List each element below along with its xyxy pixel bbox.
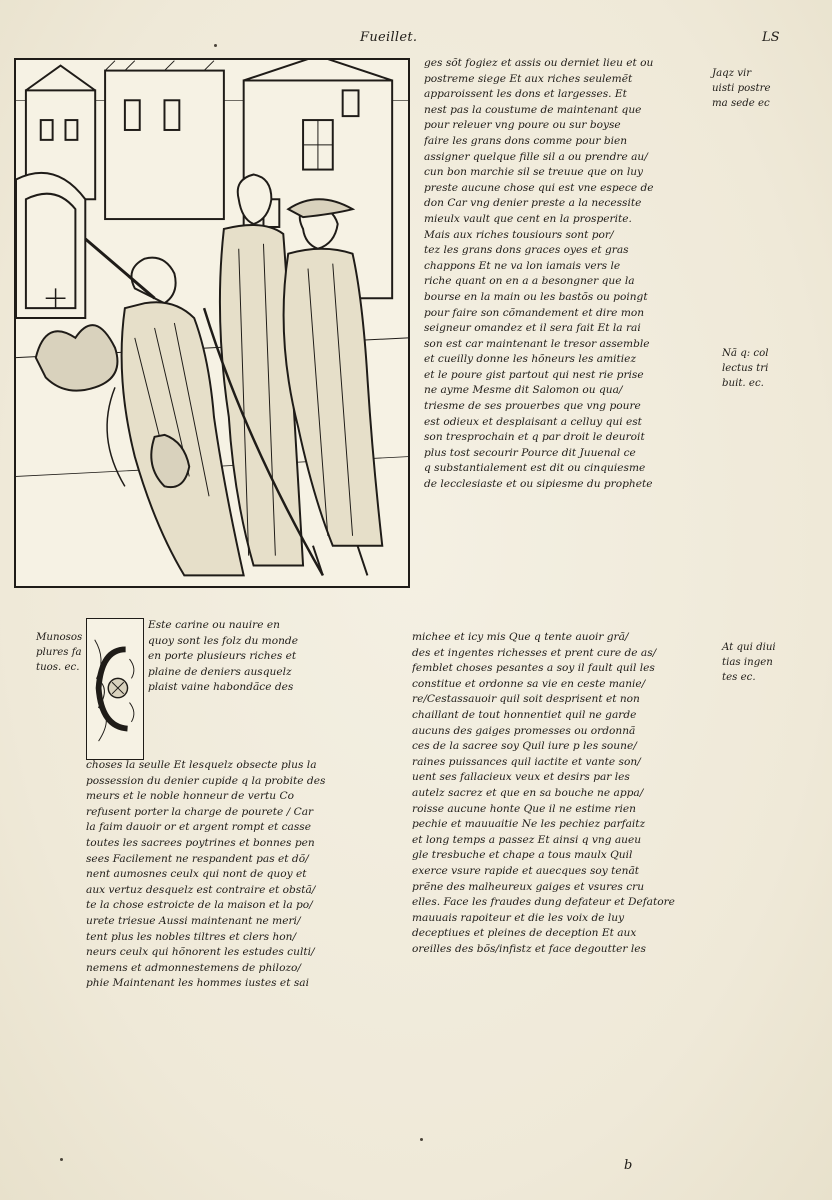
ink-spot <box>60 1158 63 1161</box>
decorated-initial-c <box>86 618 144 760</box>
text-line: constitue et ordonne sa vie en ceste manie/ <box>412 677 646 690</box>
margin-line: uisti postre <box>712 83 771 94</box>
running-title: Fueillet. <box>360 30 418 45</box>
margin-line: buit. ec. <box>722 378 764 389</box>
text-line: la faim dauoir or et argent rompt et casse <box>86 821 311 834</box>
text-line: michee et icy mis Que q tente auoir grã/ <box>412 631 629 643</box>
text-line: ges sõt fogiez et assis ou derniet lieu et ou <box>424 57 654 69</box>
text-line: ne ayme Mesme dit Salomon ou qua/ <box>424 384 623 397</box>
text-line: re/Cestassauoir quil soit desprisent et non <box>412 693 640 706</box>
text-line: exerce vsure rapide et auecques soy tenãt <box>412 864 640 877</box>
text-line: est odieux et desplaisant a celluy qui est <box>424 415 642 428</box>
text-line: deceptiues et pleines de deception Et aux <box>412 927 637 940</box>
text-line: oreilles des bõs/infistz et face degoutter les <box>412 942 646 955</box>
text-line: chappons Et ne va lon iamais vers le <box>424 259 621 272</box>
margin-line: tuos. ec. <box>36 662 80 673</box>
text-line: postreme siege Et aux riches seulemẽt <box>424 72 633 85</box>
text-line: phie Maintenant les hommes iustes et sai <box>86 977 309 990</box>
text-line: elles. Face les fraudes dung defateur et Defatore <box>412 896 675 909</box>
margin-line: Jaqz vir <box>712 68 752 79</box>
text-line: urete triesue Aussi maintenant ne meri/ <box>86 914 301 927</box>
ink-spot <box>214 44 217 47</box>
text-line: tez les grans dons graces oyes et gras <box>424 244 629 257</box>
text-line: don Car vng denier preste a la necessite <box>424 197 642 210</box>
margin-line: Nã q: col <box>722 348 769 359</box>
text-column-left-top <box>148 618 410 696</box>
woodcut-image <box>16 60 408 586</box>
text-column-left-bottom <box>86 758 410 992</box>
text-line: et long temps a passez Et ainsi q vng aueu <box>412 833 642 846</box>
text-column-right-top <box>424 56 720 493</box>
text-line: pour releuer vng poure ou sur boyse <box>424 119 621 132</box>
margin-line: plures fa <box>36 647 82 658</box>
text-line: chaillant de tout honnentiet quil ne garde <box>412 708 637 721</box>
text-line: cun bon marchie sil se treuue que on luy <box>424 166 644 179</box>
margin-line: tes ec. <box>722 672 756 683</box>
text-line: ces de la sacree soy Quil iure p les soune/ <box>412 740 637 753</box>
text-line: plaine de deniers ausquelz <box>148 665 292 678</box>
margin-line: At qui diui <box>722 642 776 653</box>
text-line: gle tresbuche et chape a tous maulx Quil <box>412 849 633 862</box>
text-line: aux vertuz desquelz est contraire et obstã/ <box>86 883 316 896</box>
text-line: prẽne des malheureux gaiges et vsures cru <box>412 880 645 893</box>
text-line: choses la seulle Et lesquelz obsecte plus la <box>86 759 317 771</box>
text-line: refusent porter la charge de pourete / Car <box>86 805 314 818</box>
signature-mark: b <box>624 1158 633 1173</box>
text-line: seigneur omandez et il sera fait Et la rai <box>424 322 641 335</box>
text-line: apparoissent les dons et largesses. Et <box>424 88 627 101</box>
woodcut-illustration <box>14 58 410 588</box>
margin-note-right-3 <box>722 640 776 685</box>
text-line: toutes les sacrees poytrines et bonnes pen <box>86 836 315 849</box>
text-line: bourse en la main ou les bastõs ou poingt <box>424 290 648 303</box>
text-line: roisse aucune honte Que il ne estime rien <box>412 802 636 815</box>
text-line: autelz sacrez et que en sa bouche ne appa/ <box>412 786 644 799</box>
text-line: de lecclesiaste et ou sipiesme du prophete <box>424 478 653 491</box>
text-line: plaist vaine habondãce des <box>148 681 294 694</box>
text-line: assigner quelque fille sil a ou prendre au/ <box>424 150 648 163</box>
text-line: riche quant on en a a besongner que la <box>424 275 635 288</box>
text-line: mauuais rapoiteur et die les voix de luy <box>412 911 625 924</box>
text-line: triesme de ses prouerbes que vng poure <box>424 400 641 413</box>
text-line: uent ses fallacieux veux et desirs par les <box>412 771 630 784</box>
text-line: aucuns des gaiges promesses ou ordonnã <box>412 724 636 737</box>
text-line: possession du denier cupide q la probite des <box>86 774 326 787</box>
text-column-right-bottom <box>412 630 712 957</box>
folio-number: LS <box>762 30 780 45</box>
margin-line: lectus tri <box>722 363 769 374</box>
text-line: son est car maintenant le tresor assemble <box>424 337 650 350</box>
margin-line: tias ingen <box>722 657 773 668</box>
text-line: quoy sont les folz du monde <box>148 634 298 647</box>
text-line: nent aumosnes ceulx qui nont de quoy et <box>86 868 307 881</box>
text-line: pour faire son cõmandement et dire mon <box>424 306 645 319</box>
text-line: q substantialement est dit ou cinquiesme <box>424 462 646 475</box>
text-line: et cueilly donne les hõneurs les amitiez <box>424 353 637 366</box>
margin-note-right-1 <box>712 66 771 111</box>
text-line: plus tost secourir Pource dit Juuenal ce <box>424 446 636 459</box>
text-line: neurs ceulx qui hõnorent les estudes culti/ <box>86 946 315 959</box>
ink-spot <box>420 1138 423 1141</box>
text-line: nemens et admonnestemens de philozo/ <box>86 961 301 974</box>
text-line: nest pas la coustume de maintenant que <box>424 103 642 116</box>
initial-ornament-icon <box>87 619 143 759</box>
text-line: en porte plusieurs riches et <box>148 650 297 663</box>
text-line: faire les grans dons comme pour bien <box>424 134 628 147</box>
text-line: raines puissances quil iactite et vante son/ <box>412 755 641 768</box>
text-line: te la chose estroicte de la maison et la po/ <box>86 899 313 912</box>
text-line: sees Facilement ne respandent pas et dõ/ <box>86 852 309 865</box>
text-line: preste aucune chose qui est vne espece de <box>424 181 654 194</box>
text-line: Este carine ou nauire en <box>148 619 280 631</box>
text-line: des et ingentes richesses et prent cure de as/ <box>412 646 657 659</box>
margin-line: ma sede ec <box>712 98 770 109</box>
text-line: tent plus les nobles tiltres et clers hon/ <box>86 930 297 943</box>
margin-line: Munosos <box>36 632 83 643</box>
text-line: meurs et le noble honneur de vertu Co <box>86 790 294 803</box>
text-line: mieulx vault que cent en la prosperite. <box>424 212 632 225</box>
margin-note-right-2 <box>722 346 769 391</box>
text-line: Mais aux riches tousiours sont por/ <box>424 228 614 241</box>
text-line: femblet choses pesantes a soy il fault quil les <box>412 662 655 675</box>
margin-note-left-1 <box>36 630 82 675</box>
text-line: et le poure gist partout qui nest rie prise <box>424 368 644 381</box>
text-line: pechie et mauuaitie Ne les pechiez parfaitz <box>412 818 646 831</box>
text-line: son tresprochain et q par droit le deuroit <box>424 431 645 444</box>
